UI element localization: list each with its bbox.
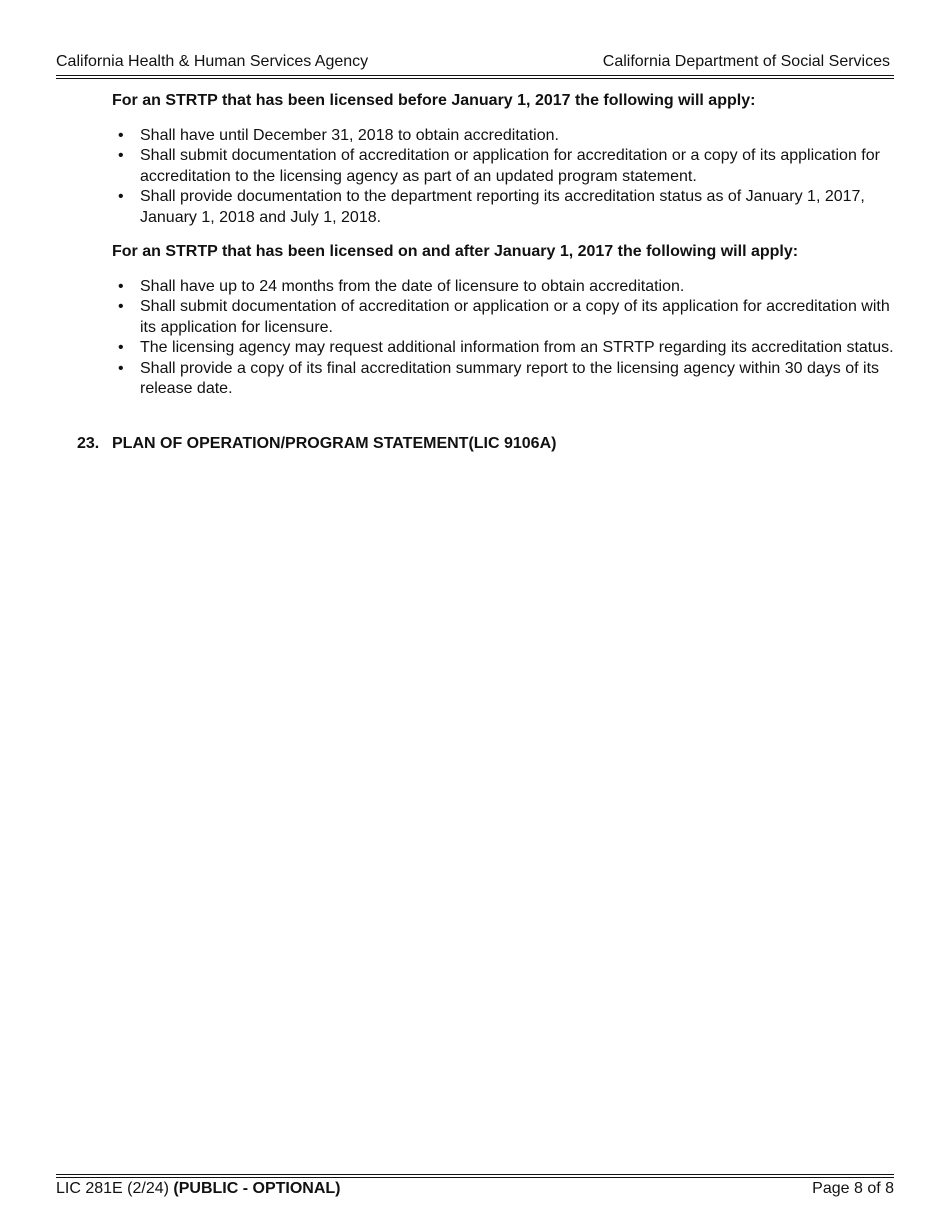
section-title: PLAN OF OPERATION/PROGRAM STATEMENT(LIC 9106A): [112, 435, 557, 452]
section-number: 23.: [77, 435, 100, 452]
list-item-text: Shall provide documentation to the department reporting its accreditation status as of January 1, 2017, January 1, 2018 and July 1, 2018.: [140, 188, 865, 226]
block1-heading: For an STRTP that has been licensed before January 1, 2017 the following will apply:: [112, 92, 756, 109]
list-item: [112, 277, 894, 298]
list-item: [112, 359, 894, 400]
header-divider: [56, 75, 894, 79]
footer-divider: [56, 1174, 894, 1178]
form-identifier: [56, 1179, 341, 1199]
block2-heading: For an STRTP that has been licensed on and after January 1, 2017 the following will apply:: [112, 243, 799, 260]
list-item-text: Shall have until December 31, 2018 to obtain accreditation.: [140, 126, 559, 144]
section-heading: [77, 434, 556, 454]
list-item: [112, 338, 894, 359]
block2-list: [112, 277, 894, 400]
bullet-icon: •: [118, 298, 124, 315]
bullet-icon: •: [118, 188, 124, 205]
form-id: LIC 281E (2/24): [56, 1180, 169, 1197]
page-number: Page 8 of 8: [812, 1180, 894, 1197]
bullet-icon: •: [118, 147, 124, 164]
list-item: [112, 187, 894, 228]
form-classification: (PUBLIC - OPTIONAL): [173, 1180, 341, 1197]
bullet-icon: •: [118, 126, 124, 144]
bullet-icon: •: [118, 359, 124, 377]
list-item: [112, 297, 894, 338]
list-item-text: The licensing agency may request additional information from an STRTP regarding its accreditation status.: [140, 339, 894, 356]
bullet-icon: •: [118, 339, 124, 356]
document-body: [112, 91, 894, 414]
list-item-text: Shall submit documentation of accreditation or application for accreditation or a copy of its application for accreditation to the licensing agency as part of an updated program statement.: [140, 147, 880, 185]
bullet-icon: •: [118, 277, 124, 295]
list-item-text: Shall submit documentation of accreditation or application or a copy of its application for accreditation with its application for licensure.: [140, 298, 890, 336]
list-item: [112, 126, 894, 147]
list-item: [112, 146, 894, 187]
block1-list: [112, 126, 894, 229]
list-item-text: Shall have up to 24 months from the date of licensure to obtain accreditation.: [140, 277, 685, 295]
agency-name: California Health & Human Services Agency: [56, 53, 369, 70]
list-item-text: Shall provide a copy of its final accreditation summary report to the licensing agency within 30 days of its release date.: [140, 359, 880, 397]
page-header: [56, 52, 894, 74]
department-name: California Department of Social Services: [602, 53, 890, 70]
